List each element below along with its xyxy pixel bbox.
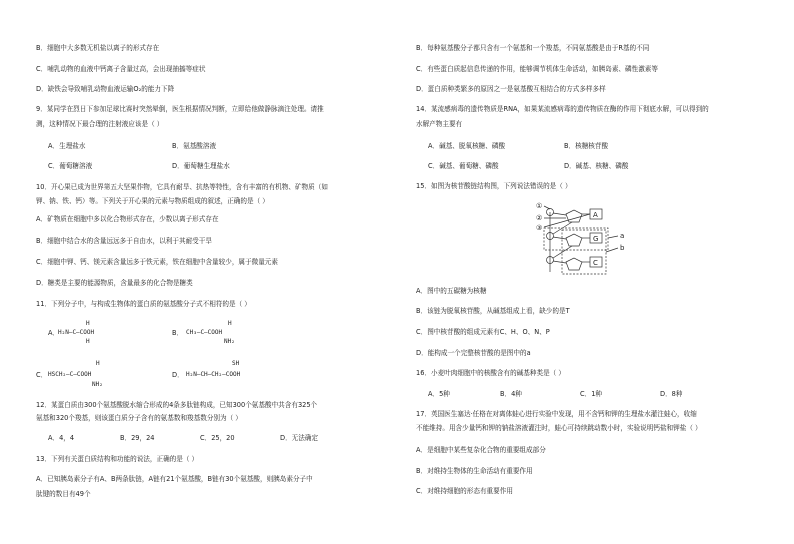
q13-option-d: D．蛋白质种类繁多的原因之一是氨基酸互相结合的方式多样多样 (416, 85, 606, 93)
q8-option-d: D．缺铁会导致哺乳动物血液运输O₂的能力下降 (36, 85, 175, 93)
label-1: ① (536, 202, 543, 210)
q16-stem: 16．小麦叶肉细胞中的核酸含有的碱基种类是（ ） (416, 369, 565, 377)
q11-formula-a-bottom: H (86, 338, 90, 345)
label-2: ② (536, 214, 543, 222)
q10-option-b: B．细胞中结合水的含量远远多于自由水，以利于其耐受干旱 (36, 237, 212, 245)
q10-stem-line2: 钾、钠、铁、钙）等。下列关于开心果的元素与物质组成的叙述，正确的是（ ） (36, 197, 269, 205)
q11-option-d-label: D． (172, 371, 184, 379)
q11-formula-c-top: H (96, 360, 100, 367)
q11-formula-d-top: SH (232, 360, 240, 367)
nucleotide-chain-diagram (536, 200, 646, 280)
q10-option-c: C．细胞中钾、钙、镁元素含量远多于铁元素，铁在细胞中含量较少，属于微量元素 (36, 258, 278, 266)
q13-option-a-line1: A．已知胰岛素分子有A、B两条肽链，A链有21个氨基酸，B链有30个氨基酸，则胰岛素分子中 (36, 475, 313, 483)
sugar-pentagon-3 (566, 258, 582, 270)
q13-option-b: B．每种氨基酸分子都只含有一个氨基和一个羧基，不同氨基酸是由于R基的不同 (416, 44, 650, 52)
q11-formula-b-top: H (228, 320, 232, 327)
q16-option-c: C．1种 (580, 390, 602, 398)
q12-option-d: D．无法确定 (280, 434, 319, 442)
q16-option-a: A．5种 (428, 390, 450, 398)
q17-option-a: A．是细胞中某些复杂化合物的重要组成部分 (416, 446, 546, 454)
q8-option-b: B．细胞中大多数无机盐以离子的形式存在 (36, 44, 160, 52)
q9-option-b: B．氨基酸溶液 (172, 142, 217, 150)
q14-stem-line2: 水解产物主要有 (416, 120, 463, 128)
q14-stem-line1: 14．某流感病毒的遗传物质是RNA，如果某流感病毒的遗传物质在酶的作用下彻底水解，可以得到的 (416, 105, 709, 113)
q15-stem: 15．如图为核苷酸链结构图，下列说法错误的是（ ） (416, 182, 572, 190)
q13-option-a-line2: 肽键的数目有49个 (36, 490, 91, 498)
q13-option-c: C．有些蛋白质起信息传递的作用，能够调节机体生命活动，如胰岛素、磷性激素等 (416, 65, 658, 73)
q13-stem: 13．下列有关蛋白质结构和功能的说法，正确的是（ ） (36, 455, 199, 463)
q16-option-b: B．4种 (500, 390, 522, 398)
q8-option-c: C．哺乳动物的血液中钙离子含量过高，会出现抽搐等症状 (36, 65, 206, 73)
q17-stem-line1: 17．英国医生塞达·任格在对离体蛙心进行实验中发现，用不含钙和钾的生理盐水灌注蛙心，收缩 (416, 410, 697, 418)
q11-option-a-label: A． (48, 329, 60, 337)
pointer-line-a (608, 236, 618, 238)
q12-option-b: B．29，24 (120, 434, 155, 442)
q16-option-d: D．8种 (660, 390, 683, 398)
q11-formula-a-main: H₂N—C—COOH (58, 329, 95, 336)
base-label-c: C (593, 259, 598, 267)
q15-option-d: D．能构成一个完整核苷酸的是图中的a (416, 349, 531, 357)
q11-formula-a-top: H (86, 320, 90, 327)
q10-option-a: A．矿物质在细胞中多以化合物形式存在，少数以离子形式存在 (36, 215, 219, 223)
link-line-2 (553, 237, 566, 239)
q15-option-b: B．该链为脱氧核苷酸，从碱基组成上看，缺少的是T (416, 307, 570, 315)
link-line-3 (553, 261, 566, 263)
q9-option-c: C．葡萄糖溶液 (48, 162, 93, 170)
region-label-a: a (620, 232, 625, 240)
region-label-b: b (620, 244, 625, 252)
q10-stem-line1: 10．开心果已成为世界第五大坚果作物，它具有耐旱、抗热等特性，含有丰富的有机物、矿物质（如 (36, 183, 328, 191)
q9-option-d: D．葡萄糖生理盐水 (172, 162, 230, 170)
q15-option-c: C．图中核苷酸的组成元素有C、H、O、N、P (416, 328, 550, 336)
q17-option-c: C．对维持细胞的形态有重要作用 (416, 487, 513, 495)
q12-option-c: C．25，20 (200, 434, 235, 442)
q15-option-a: A．图中的五碳糖为核糖 (416, 287, 487, 295)
q9-option-a: A．生理盐水 (48, 142, 86, 150)
q9-stem-line2: 测，这种情况下最合理的注射液应该是（ ） (36, 120, 164, 128)
q11-option-c-label: C． (36, 371, 48, 379)
q11-formula-b-bottom: NH₂ (224, 338, 235, 345)
q12-option-a: A．4，4 (48, 434, 75, 442)
q14-option-c: C．碱基、葡萄糖、磷酸 (428, 162, 499, 170)
q12-stem-line2: 氨基和320个羧基，则该蛋白质分子含有的氨基数和羧基数分别为（ ） (36, 414, 242, 422)
base-label-a: A (593, 211, 598, 219)
q17-stem-line2: 不能维持。用含少量钙和钾的钠盐溶液灌注时，蛙心可持续跳动数小时，实验说明钙盐和钾盐（ ） (416, 424, 702, 432)
pointer-line-1 (544, 206, 550, 209)
sugar-pentagon-2 (566, 234, 582, 246)
q11-stem: 11．下列分子中，与构成生物体的蛋白质的氨基酸分子式不相符的是（ ） (36, 300, 251, 308)
q11-option-b-label: B． (172, 329, 184, 337)
q9-stem-line1: 9．某同学在烈日下参加足球比赛时突然晕倒，医生根据情况判断，立即给他做静脉滴注处理。请推 (36, 105, 324, 113)
q11-formula-c-main: HSCH₂—C—COOH (48, 371, 92, 378)
q11-formula-d-main: H₂N—CH—CH₂—COOH (186, 371, 241, 378)
q14-option-b: B．核糖核苷酸 (564, 142, 609, 150)
q11-formula-b-main: CH₃—C—COOH (186, 329, 223, 336)
label-3: ③ (536, 224, 543, 232)
q14-option-a: A．碱基、脱氧核糖、磷酸 (428, 142, 506, 150)
base-label-g: G (593, 235, 599, 243)
q14-option-d: D．碱基、核糖、磷酸 (564, 162, 629, 170)
q11-formula-c-bottom: NH₂ (92, 381, 103, 388)
q12-stem-line1: 12．某蛋白质由300个氨基酸脱水缩合形成的4条多肽链构成，已知300个氨基酸中共含有325个 (36, 401, 318, 409)
link-line-1 (553, 213, 566, 215)
link-line-5 (553, 246, 572, 258)
q10-option-d: D．糖类是主要的能源物质，含量最多的化合物是糖类 (36, 279, 193, 287)
q17-option-b: B．对维持生物体的生命活动有重要作用 (416, 467, 533, 475)
